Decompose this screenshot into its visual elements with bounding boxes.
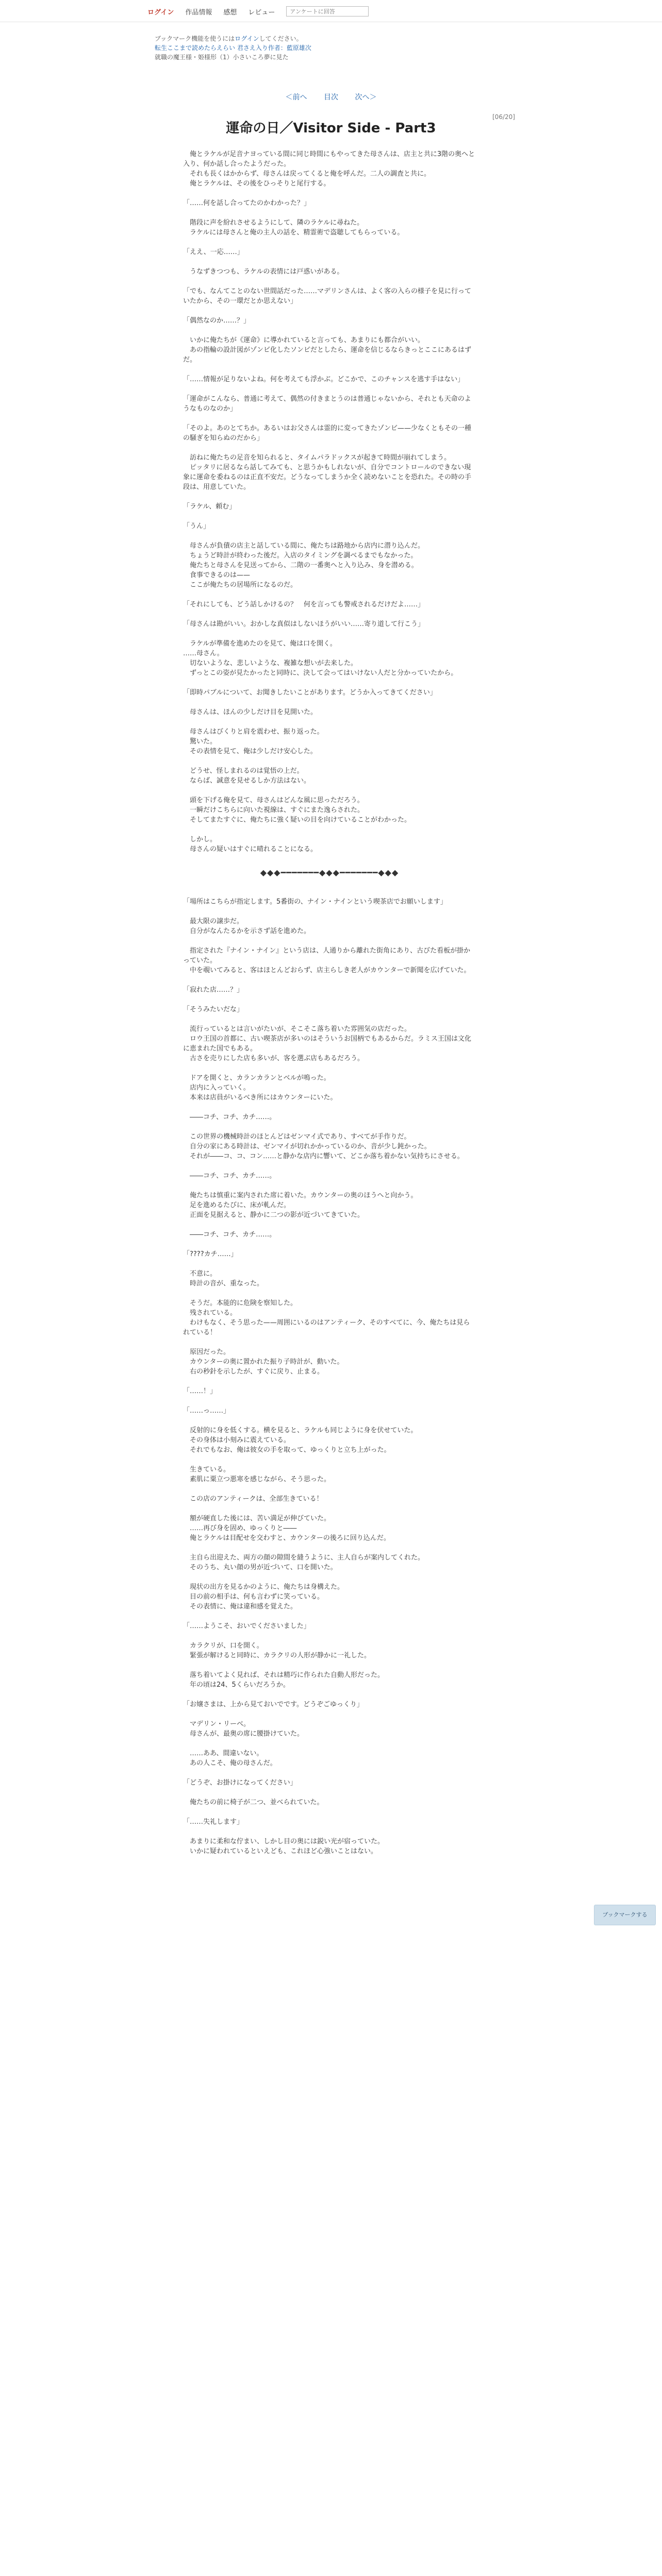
toc-link[interactable]: 目次 [324, 93, 338, 101]
body-paragraph: 「ラケル、頼む」 [183, 503, 236, 511]
login-link[interactable]: ログイン [147, 8, 174, 16]
body-paragraph: 「運命がこんなら、普通に考えて、偶然の付きまとうのは普通じゃないから、それとも天命のようなものなのか」 [183, 395, 471, 413]
body-paragraph: カラクリが、口を開く。 緊張が解けると同時に、カラクリの人形が静かに一礼した。 [190, 1642, 371, 1659]
body-paragraph: この店のアンティークは、全部生きている！ [183, 1495, 323, 1503]
body-paragraph: 「それにしても、どう話しかけるの？ 何を言っても警戒されるだけだよ……」 [183, 601, 425, 608]
body-paragraph: 「ええ、一応……」 [183, 248, 244, 256]
top-nav [147, 6, 369, 16]
body-paragraph: 「……！」 [183, 1387, 217, 1395]
body-paragraph: 「……情報が足りないよね。何を考えても浮かぶ。どこかで、このチャンスを逃す手はない」 [183, 376, 465, 383]
body-paragraph: 「寂れた店……？」 [183, 986, 244, 994]
body-paragraph: そうだ。本能的に危険を察知した。 残されている。 わけもなく、そう思った——周囲にいるのはアンティーク、そのすべてに、今、俺たちは見られている！ [183, 1299, 470, 1336]
body-paragraph: 階段に声を紛れさせるようにして、隣のラケルに尋ねた。 ラケルには母さんと俺の主人の話を、精霊術で盗聴してもらっている。 [190, 219, 404, 236]
body-paragraph: 「偶然なのか……？」 [183, 317, 251, 325]
body-paragraph: 「そのよ。あのとてちか。あるいはお父さんは霊的に変ってきたゾンビ——少なくともその一種の騒ぎを知らぬのだから」 [183, 425, 472, 442]
chapter-body [183, 149, 476, 2576]
body-paragraph: 「お嬢さまは、上から見ておいでです。どうぞごゆっくり」 [183, 1701, 363, 1708]
body-paragraph: 「そうみたいだな」 [183, 1006, 244, 1013]
body-paragraph: 反射的に身を低くする。横を見ると、ラケルも同じように身を伏せていた。 その身体は小刻みに震えている。 それでもなお、俺は彼女の手を取って、ゆっくりと立ち上がった。 [190, 1427, 418, 1454]
nav-item-info[interactable]: 作品情報 [185, 8, 212, 16]
nav-item-impressions[interactable]: 感想 [223, 8, 237, 16]
body-paragraph: 「でも、なんてことのない世間話だった……マデリンさんは、よく客の入らの様子を見に行っていたから、その一環だとか思えない」 [183, 287, 472, 305]
nav-item-review[interactable]: レビュー [248, 8, 275, 16]
body-paragraph: どうせ、怪しまれるのは覚悟の上だ。 ならば、誠意を見せるしか方法はない。 [190, 767, 311, 785]
body-paragraph: 「……っ……」 [183, 1407, 230, 1415]
body-paragraph: 「場所はこちらが指定します。5番街の、ナイン・ナインという喫茶店でお願いします」 [183, 898, 447, 906]
body-paragraph: うなずきつつも、ラケルの表情には戸惑いがある。 [183, 268, 344, 276]
body-paragraph: 「????カチ……」 [183, 1250, 238, 1258]
volume-line: 就職の魔王様・姫様形（1）小さいころ夢に見た [155, 54, 289, 61]
survey-input[interactable] [286, 6, 369, 16]
top-bar [0, 0, 662, 22]
body-paragraph: 落ち着いてよく見れば、それは精巧に作られた自動人形だった。 年の頃は24、5くらいだろうか。 [190, 1671, 385, 1689]
body-paragraph: 流行っているとは言いがたいが、そこそこ落ち着いた雰囲気の店だった。 ロウ王国の首都に、古い喫茶店が多いのはそういうお国柄でもあるからだ。ラミス王国は文化に恵まれた国でもある。 古さを売りにした店も多いが、客を選ぶ店もあるだろう。 [183, 1025, 472, 1062]
body-paragraph: 原因だった。 カウンターの奥に置かれた振り子時計が、動いた。 右の秒針を示したが、すぐに戻り、止まる。 [190, 1348, 344, 1376]
body-paragraph: この世界の機械時計のほとんどはゼンマイ式であり、すべてが手作りだ。 自分の家にある時計は、ゼンマイが切れかかっているのか、音が少し鈍かった。 それが――コ、コ、コン……と静かな店内に響いて、どこか落ち着かない気持ちにさせる。 [190, 1133, 464, 1160]
body-paragraph: あまりに柔和な佇まい、しかし目の奥には鋭い光が宿っていた。 いかに疑われているといえども、これほど心強いことはない。 [190, 1838, 385, 1855]
body-paragraph: ……ああ、間違いない。 あの人こそ、俺の母さんだ。 [190, 1750, 277, 1767]
body-paragraph: 母さんが負債の店主と話している間に、俺たちは路地から店内に潜り込んだ。 ちょうど時計が終わった後だ。入店のタイミングを調べるまでもなかった。 俺たちと母さんを見送ってから、二階の一番奥へと入り込み、身を潜める。 食事できるのは—— ここが俺たちの居場所になるのだ。 [190, 542, 425, 589]
header-info [155, 34, 516, 62]
body-paragraph: 主自ら出迎えた、両方の顔の隙間を縫うように、主人自らが案内してくれた。 そのうち、丸い顔の男が近づいて、口を開いた。 [190, 1554, 425, 1571]
notice-suffix: してください。 [259, 35, 303, 42]
body-paragraph: 生きている。 素肌に粟立つ悪寒を感じながら、そう思った。 [190, 1466, 331, 1483]
body-paragraph: マデリン・リーベ。 母さんが、最奥の席に腰掛けていた。 [190, 1720, 304, 1738]
body-paragraph: 「……ようこそ、おいでくださいました」 [183, 1622, 310, 1630]
body-paragraph: 俺たちは慎重に案内された席に着いた。カウンターの奥のほうへと向かう。 足を進めるたびに、床が軋んだ。 正面を見据えると、静かに二つの影が近づいてきていた。 [190, 1192, 418, 1219]
body-paragraph: 「どうぞ、お掛けになってください」 [183, 1779, 297, 1787]
body-paragraph: 最大限の譲歩だ。 自分がなんたるかを示さず話を進めた。 [190, 918, 311, 935]
body-paragraph: 「うん」 [183, 522, 210, 530]
notice-login-link[interactable]: ログイン [235, 35, 259, 42]
body-paragraph: 額が硬直した後には、苦い満足が伸びていた。 ……再び身を固め、ゆっくりと―― 俺とラケルは目配せを交わすと、カウンターの後ろに回り込んだ。 [190, 1515, 390, 1542]
body-paragraph: ラケルが準備を進めたのを見て、俺は口を開く。 ……母さん。 切ないような、悲しいような、複雑な想いが去来した。 ずっとこの姿が見たかったと同時に、決して会ってはいけない人だと分かっていたから。 [183, 640, 458, 677]
body-paragraph: 「母さんは勘がいい。おかしな真似はしないほうがいい……寄り道して行こう」 [183, 620, 425, 628]
body-paragraph: ――コチ、コチ、カチ……。 [183, 1113, 276, 1121]
body-paragraph: 「……何を話し合ってたのかわかった？」 [183, 199, 311, 207]
body-paragraph: 俺とラケルが足音ナヨっている間に同じ時間にもやってきた母さんは、店主と共に3階の奥へと入り、何か話し合ったようだった。 それも長くはかからず、母さんは戻ってくると俺を呼んだ。二人の調査と共に。 俺とラケルは、その後をひっそりと尾行する。 [183, 150, 475, 188]
bookmark-button[interactable]: ブックマークする [594, 1905, 656, 1925]
next-link[interactable]: 次へ＞ [355, 93, 377, 101]
body-paragraph: 指定された『ナイン・ナイン』という店は、人通りから離れた街角にあり、古びた看板が掛かっていた。 中を覗いてみると、客はほとんどおらず、店主らしき老人がカウンターで新聞を広げていた。 [183, 947, 471, 974]
body-paragraph: 現状の出方を見るかのように、俺たちは身構えた。 目の前の相手は、何も言わずに笑っている。 その表情に、俺は違和感を覚えた。 [190, 1583, 344, 1611]
prev-link[interactable]: ＜前へ [285, 93, 307, 101]
notice-prefix: ブックマーク機能を使うには [155, 35, 235, 42]
body-paragraph: 「……失礼します」 [183, 1818, 244, 1826]
body-paragraph: いかに俺たちが《運命》に導かれていると言っても、あまりにも都合がいい。 あの指輪の設計図がゾンビ化したソンビだとしたら、運命を信じるならきっとここにあるはずだ。 [183, 336, 472, 364]
bookmark-notice [155, 34, 516, 43]
body-paragraph: ――コチ、コチ、カチ……。 [183, 1231, 276, 1239]
body-paragraph: ――コチ、コチ、カチ……。 [183, 1172, 276, 1180]
chapter-pager [0, 92, 662, 102]
chapter-title: 運命の日／Visitor Side - Part3 [226, 121, 436, 136]
body-paragraph: 不意に。 時計の音が、重なった。 [190, 1270, 264, 1287]
body-paragraph: 頭を下げる俺を見て、母さんはどんな風に思っただろう。 一瞬だけこちらに向いた視線は、すぐにまた逸らされた。 そしてまたすぐに、俺たちに強く疑いの目を向けていることがわかった。 [190, 796, 411, 824]
scene-divider: ◆◆◆━━━━━━━◆◆◆━━━━━━━◆◆◆ [260, 868, 399, 877]
body-paragraph: ドアを開くと、カランカランとベルが鳴った。 店内に入っていく。 本来は店員がいるべき所にはカウンターにいた。 [190, 1074, 337, 1101]
body-paragraph: 母さんはびくりと肩を震わせ、振り返った。 驚いた。 その表情を見て、俺は少しだけ安心した。 [190, 728, 324, 755]
body-paragraph: 「即時パブルについて、お聞きしたいことがあります。どうか入ってきてください」 母さんは、ほんの少しだけ目を見開いた。 [183, 689, 437, 716]
body-paragraph: しかし。 母さんの疑いはすぐに晴れることになる。 [190, 836, 318, 853]
body-paragraph: 俺たちの前に椅子が二つ、並べられていた。 [183, 1799, 324, 1806]
series-link[interactable]: 転生ここまで読めたらえらい 君さえ入り作者：藍原雄次 [155, 44, 311, 52]
body-paragraph: 訪ねに俺たちの足音を知られると、タイムパラドックスが起きて時間が崩れてしまう。 ピッタリに居るなら話してみても、と思うかもしれないが、自分でコントロールのできない現象に運命を委ねるのは正直不安だ。どうなってしまうか全く読めないことを恐れた。その時の手段は、用意していた。 [183, 454, 472, 491]
post-date: [06/20] [492, 113, 515, 121]
